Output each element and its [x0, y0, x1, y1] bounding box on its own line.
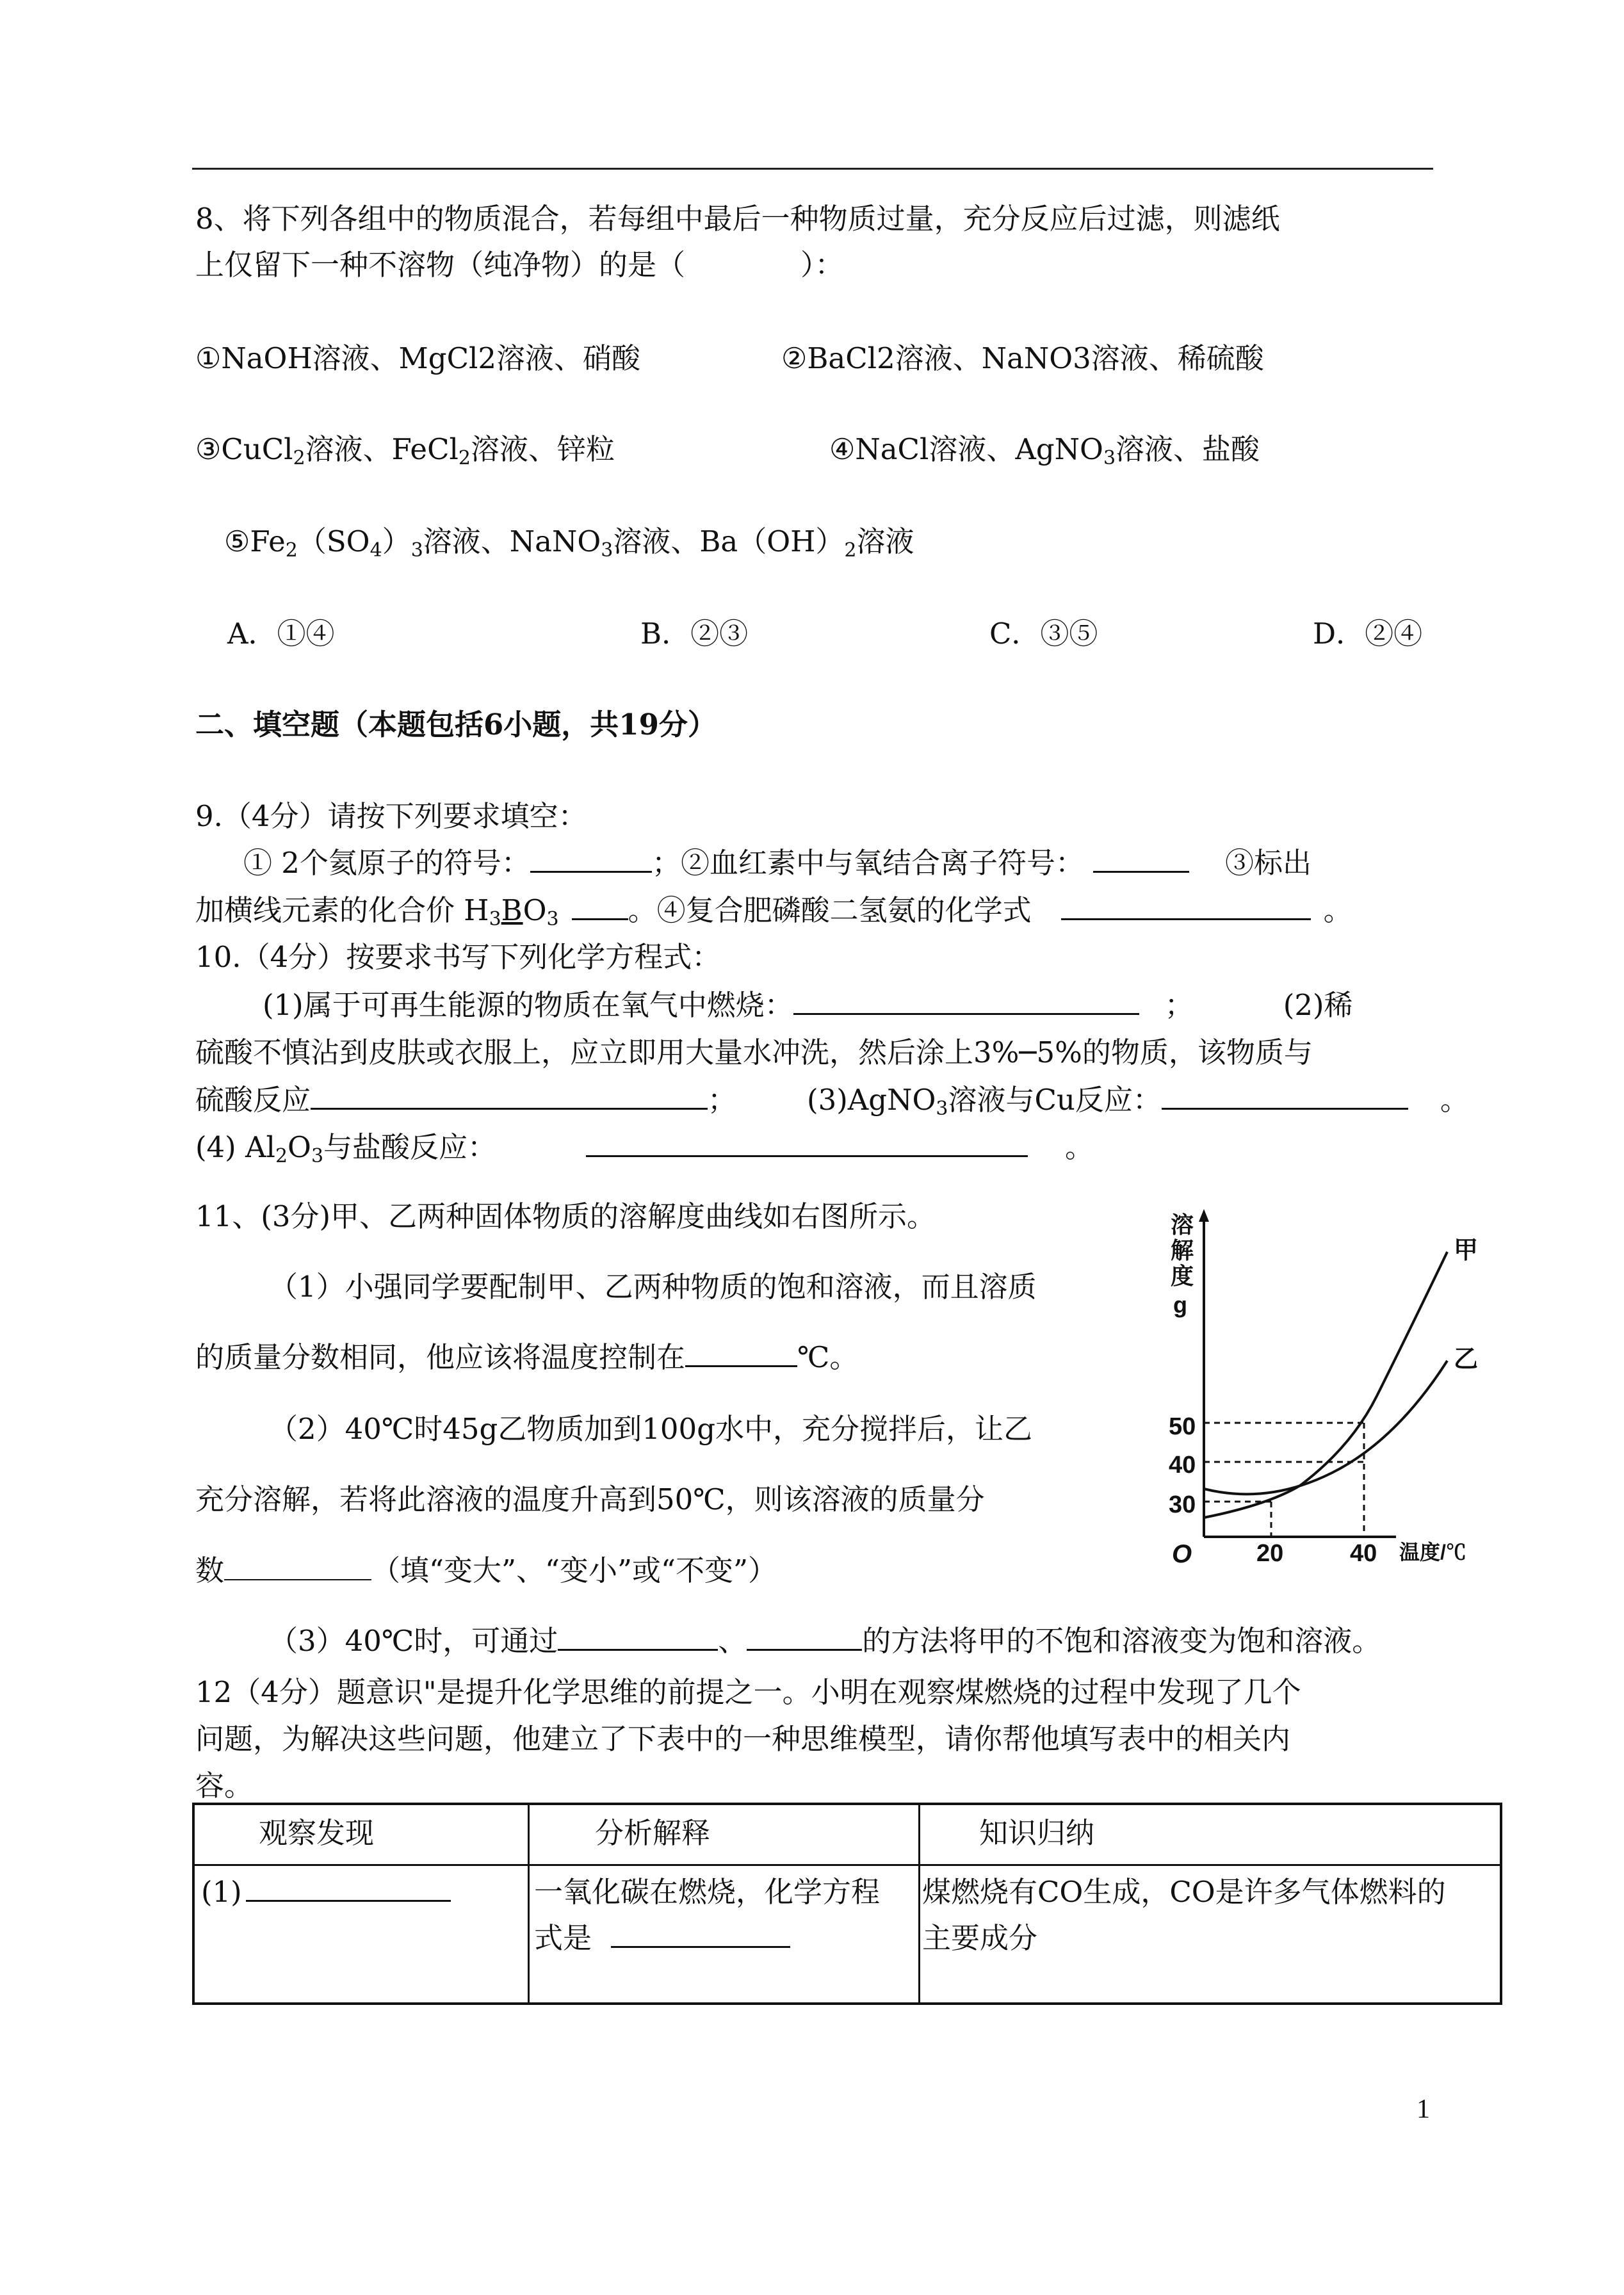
section-title: 二、填空题（本题包括6小题，共19分） [195, 708, 717, 742]
q11-line4: （2）40℃时45g乙物质加到100g水中，充分搅拌后，让乙 [269, 1412, 1032, 1446]
ylabel-char-2: 解 [1171, 1237, 1194, 1263]
q9-line1: 9.（4分）请按下列要求填空： [195, 799, 587, 833]
q11-line1: 11、(3分)甲、乙两种固体物质的溶解度曲线如右图所示。 [195, 1199, 936, 1233]
ylabel-char-1: 溶 [1171, 1212, 1194, 1238]
q8-item2: ②BaCl2溶液、NaNO3溶液、稀硫酸 [781, 341, 1264, 375]
q12-line3: 容。 [195, 1769, 254, 1803]
q11-line7: （3）40℃时，可通过 、 的方法将甲的不饱和溶液变为饱和溶液。 [269, 1622, 1381, 1660]
y-tick-40: 40 [1169, 1452, 1196, 1479]
curve-b [1204, 1361, 1447, 1494]
q9-line3: 加横线元素的化合价 $H_3BO_3$ 。④复合肥磷酸二氢氨的化学式 。 [195, 891, 1352, 930]
curve-a [1204, 1252, 1447, 1518]
table-r1-c3-line2: 主要成分 [922, 1921, 1038, 1955]
q8-option-b: B．②③ [640, 617, 749, 651]
table-r1-c2-line1: 一氧化碳在燃烧，化学方程 [534, 1875, 881, 1909]
q11-line6: 数 （填“变大”、“变小”或“不变”） [195, 1553, 777, 1587]
answer-table [192, 1803, 1502, 2005]
q8-item4: ④NaCl溶液、AgNO$_3$溶液、盐酸 [829, 432, 1260, 469]
series-b-label: 乙 [1454, 1346, 1479, 1373]
q8-item3: ③CuCl$_2$溶液、FeCl$_2$溶液、锌粒 [195, 432, 615, 469]
q11-line2: （1）小强同学要配制甲、乙两种物质的饱和溶液，而且溶质 [269, 1270, 1037, 1304]
y-axis-arrow [1199, 1209, 1209, 1222]
q10-line4: 硫酸反应 ； (3)AgNO$_3$溶液与Cu反应： 。 [195, 1081, 1469, 1119]
x-tick-20: 20 [1256, 1540, 1284, 1567]
y-tick-50: 50 [1169, 1413, 1196, 1440]
table-r1-c3-line1: 煤燃烧有CO生成，CO是许多气体燃料的 [922, 1875, 1446, 1909]
q11-line3: 的质量分数相同，他应该将温度控制在 ℃。 [195, 1338, 858, 1377]
q8-option-d: D．②④ [1313, 617, 1423, 651]
ylabel-char-3: 度 [1171, 1263, 1194, 1289]
q10-line2: (1)属于可再生能源的物质在氧气中燃烧： ； (2)稀 [263, 986, 1353, 1025]
solubility-graph [1140, 1204, 1498, 1575]
q8-line1: 8、将下列各组中的物质混合，若每组中最后一种物质过量，充分反应后过滤，则滤纸 [195, 202, 1280, 236]
x-axis-label: 温度/℃ [1399, 1541, 1466, 1564]
q12-line2: 问题，为解决这些问题，他建立了下表中的一种思维模型，请你帮他填写表中的相关内 [195, 1722, 1291, 1756]
q9-line2: ① 2个氦原子的符号： ；②血红素中与氧结合离子符号： ③标出 [243, 844, 1311, 882]
series-a-label: 甲 [1454, 1237, 1479, 1264]
q10-line5: (4) $Al_2O_3$与盐酸反应： 。 [195, 1128, 1094, 1167]
top-rule [192, 168, 1433, 170]
table-header-summary: 知识归纳 [979, 1816, 1095, 1850]
table-divider-1 [528, 1805, 530, 2002]
table-divider-2 [918, 1805, 920, 2002]
q10-line3: 硫酸不慎沾到皮肤或衣服上，应立即用大量水冲洗，然后涂上3%─5%的物质，该物质与 [195, 1035, 1313, 1069]
x-tick-40: 40 [1350, 1540, 1377, 1567]
q8-option-c: C．③⑤ [989, 617, 1098, 651]
q8-item5: $⑤Fe_2(SO_4)_3$溶液、NaNO$_3$溶液、$Ba(OH)_2$溶液 [224, 524, 914, 562]
page-number: 1 [1417, 2095, 1430, 2124]
q8-item1: ①NaOH溶液、MgCl2溶液、硝酸 [195, 341, 641, 375]
q8-line2: 上仅留下一种不溶物（纯净物）的是（ ）： [195, 248, 844, 282]
y-tick-30: 30 [1169, 1491, 1196, 1518]
table-header-observe: 观察发现 [259, 1816, 375, 1850]
origin-label: O [1172, 1540, 1192, 1568]
table-r1-c1: (1) [201, 1869, 451, 1915]
table-header-rule [195, 1864, 1500, 1866]
q11-line5: 充分溶解，若将此溶液的温度升高到50℃，则该溶液的质量分 [195, 1482, 985, 1516]
table-r1-c2-line2: 式是 [534, 1915, 790, 1961]
q10-line1: 10.（4分）按要求书写下列化学方程式： [195, 940, 721, 974]
table-header-analyze: 分析解释 [595, 1816, 711, 1850]
q12-line1: 12（4分）题意识"是提升化学思维的前提之一。小明在观察煤燃烧的过程中发现了几个 [195, 1675, 1301, 1709]
ylabel-unit: g [1173, 1292, 1187, 1318]
q8-option-a: A．①④ [227, 617, 335, 651]
